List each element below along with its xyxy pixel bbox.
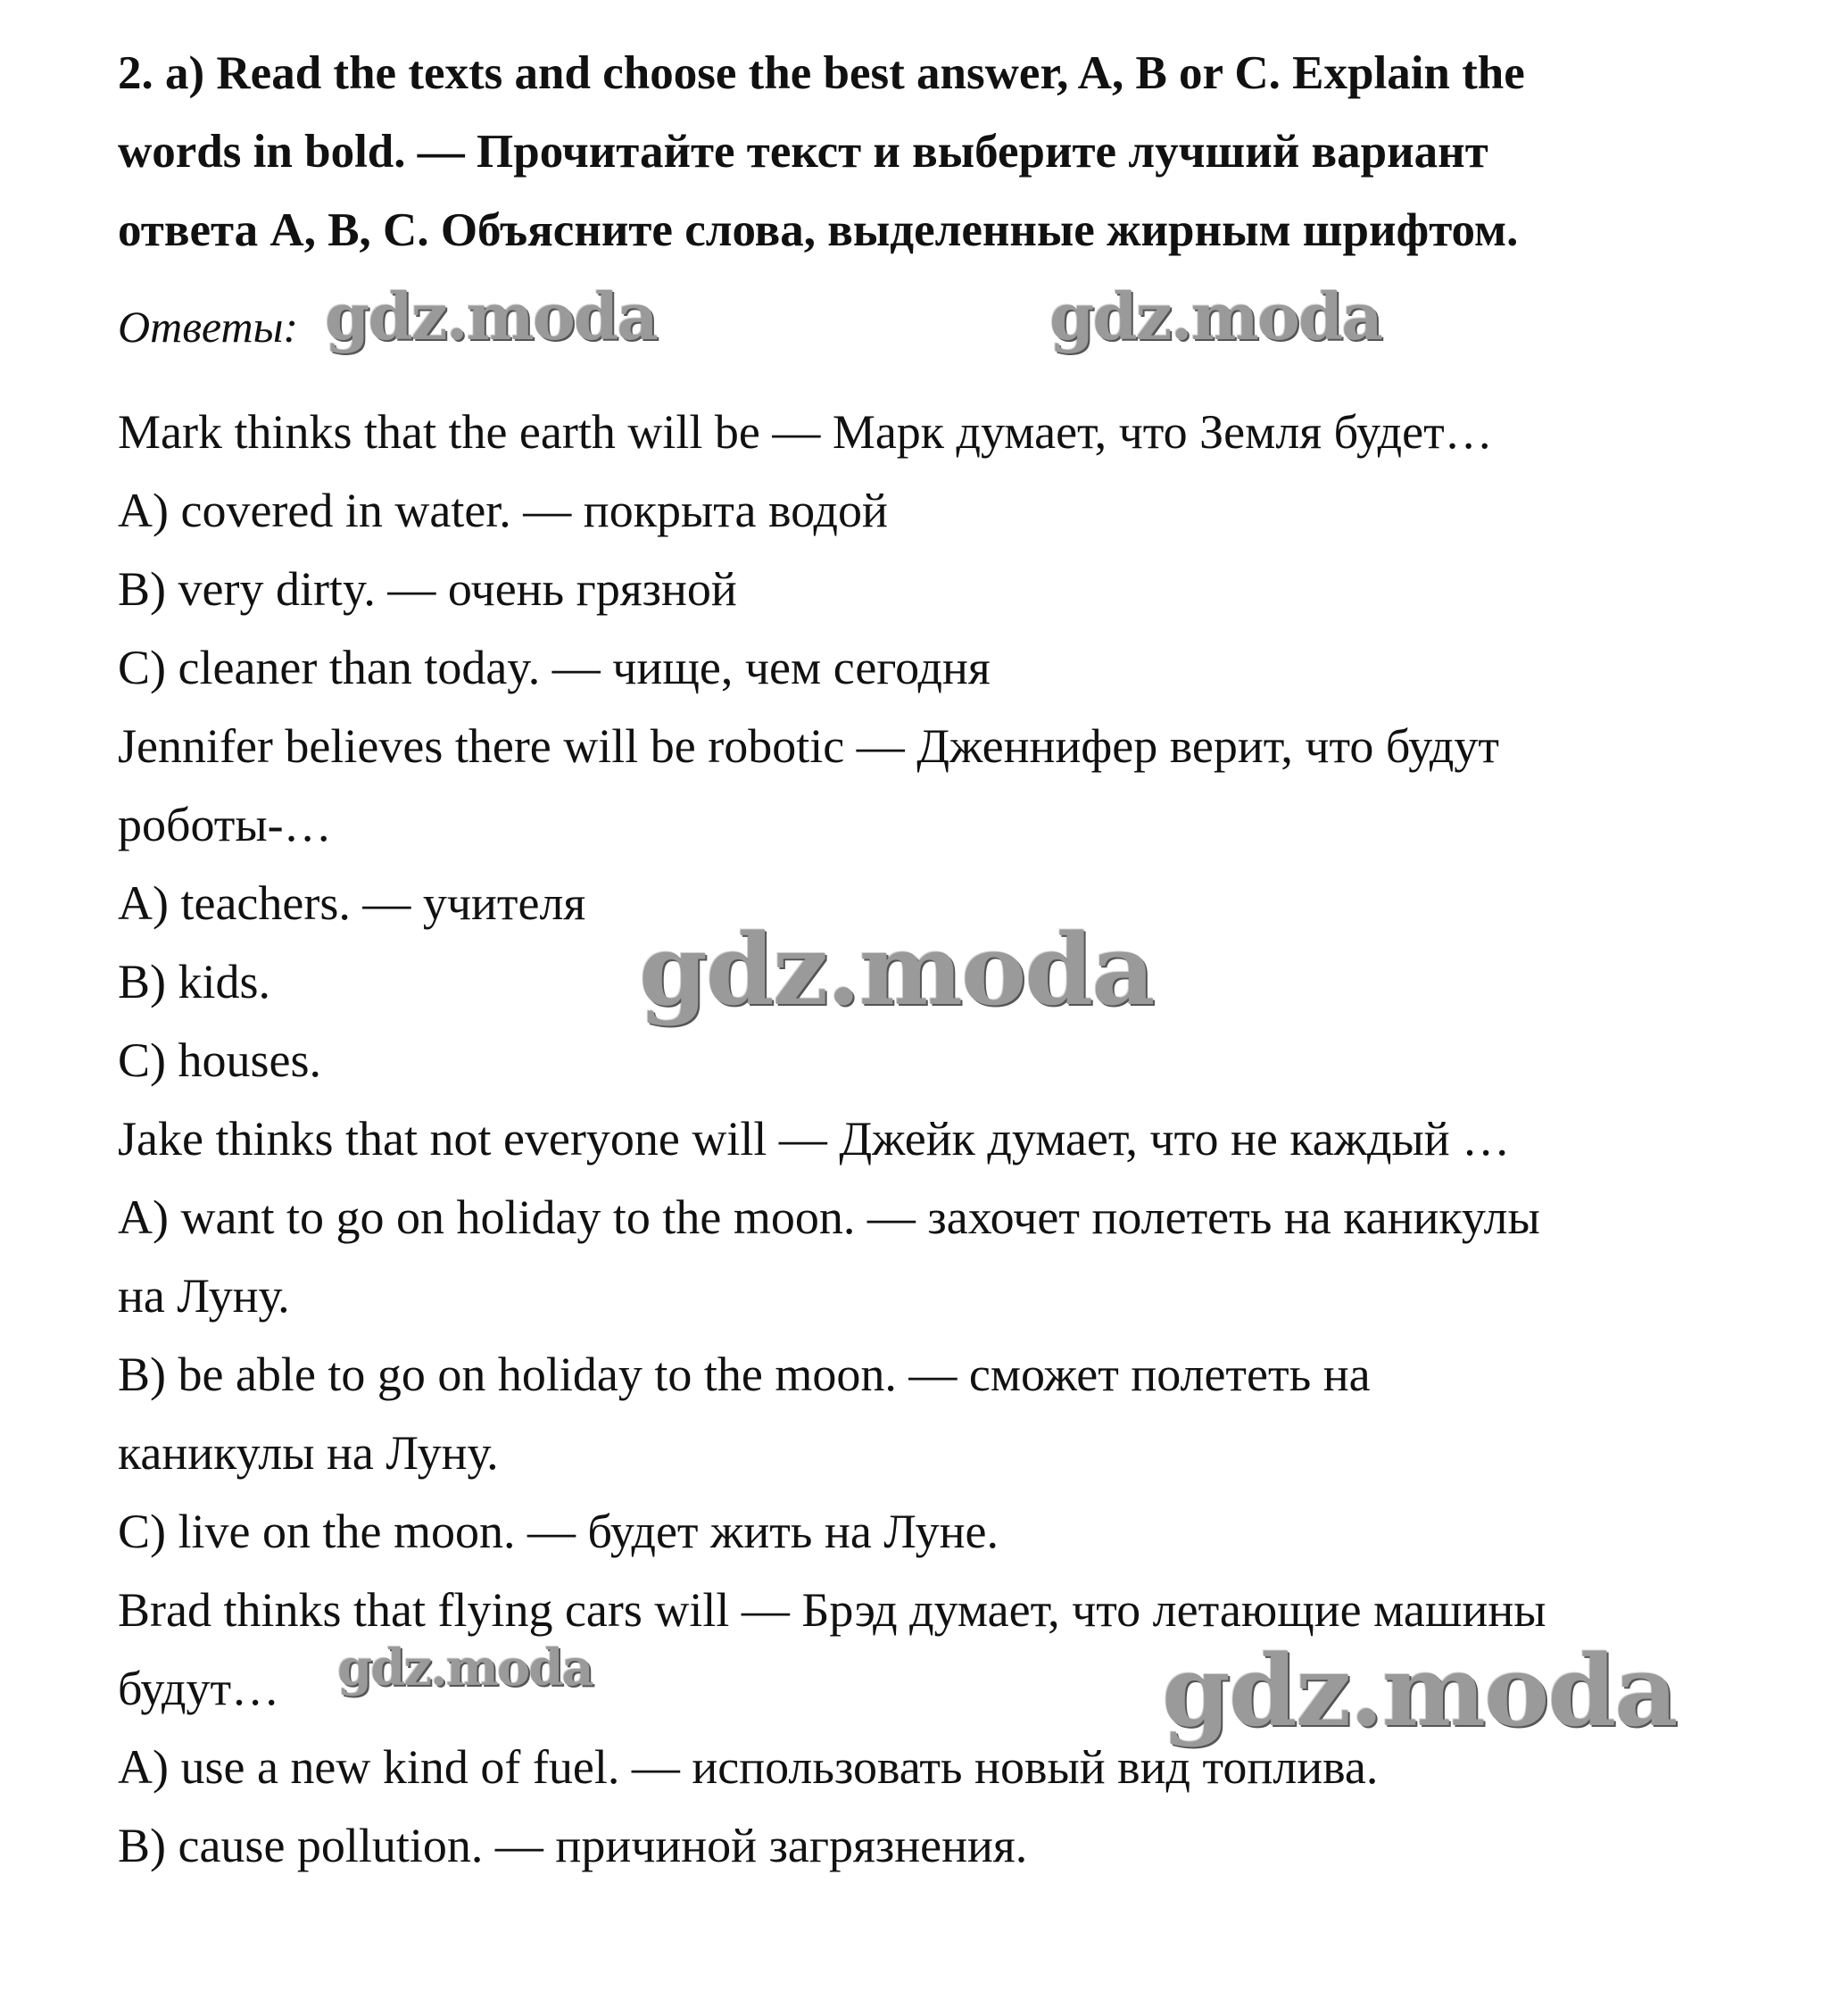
task-heading-line: ответа А, В, С. Объясните слова, выделенные жирным шрифтом. [118,204,1519,256]
question-line: Jennifer believes there will be robotic — Дженнифер верит, что будут [118,719,1499,773]
watermark: gdz.moda [1162,1633,1677,1748]
option-line: A) use a new kind of fuel. — использовать новый вид топлива. [118,1740,1379,1794]
option-line: C) cleaner than today. — чище, чем сегодня [118,641,991,694]
option-line: B) kids. [118,955,271,1008]
option-line: A) want to go on holiday to the moon. — захочет полететь на каникулы [118,1191,1540,1244]
option-line: B) cause pollution. — причиной загрязнения. [118,1819,1028,1872]
option-line-continued: каникулы на Луну. [118,1426,499,1480]
watermark: gdz.moda [1049,278,1381,354]
watermark: gdz.moda [337,1639,593,1697]
watermark: gdz.moda [325,278,657,354]
option-line: A) covered in water. — покрыта водой [118,484,888,537]
answers-label: Ответы: [118,302,299,352]
option-line: B) very dirty. — очень грязной [118,562,737,616]
question-line: Brad thinks that flying cars will — Брэд думает, что летающие машины [118,1583,1546,1637]
task-heading-line: words in bold. — Прочитайте текст и выберите лучший вариант [118,126,1488,178]
question-line: Jake thinks that not everyone will — Джейк думает, что не каждый … [118,1112,1511,1166]
answer-text [118,393,1724,1885]
option-line: C) live on the moon. — будет жить на Луне. [118,1505,999,1558]
question-line-continued: будут… [118,1662,280,1715]
option-line-continued: на Луну. [118,1269,290,1323]
task-heading-line: 2. a) Read the texts and choose the best answer, A, B or C. Explain the [118,47,1525,99]
option-line: A) teachers. — учителя [118,876,586,930]
question-line-continued: роботы-… [118,798,332,851]
task-heading [118,34,1724,270]
watermark: gdz.moda [639,912,1154,1027]
option-line: B) be able to go on holiday to the moon. — сможет полететь на [118,1348,1371,1401]
question-line: Mark thinks that the earth will be — Марк думает, что Земля будет… [118,405,1493,459]
option-line: C) houses. [118,1033,321,1087]
